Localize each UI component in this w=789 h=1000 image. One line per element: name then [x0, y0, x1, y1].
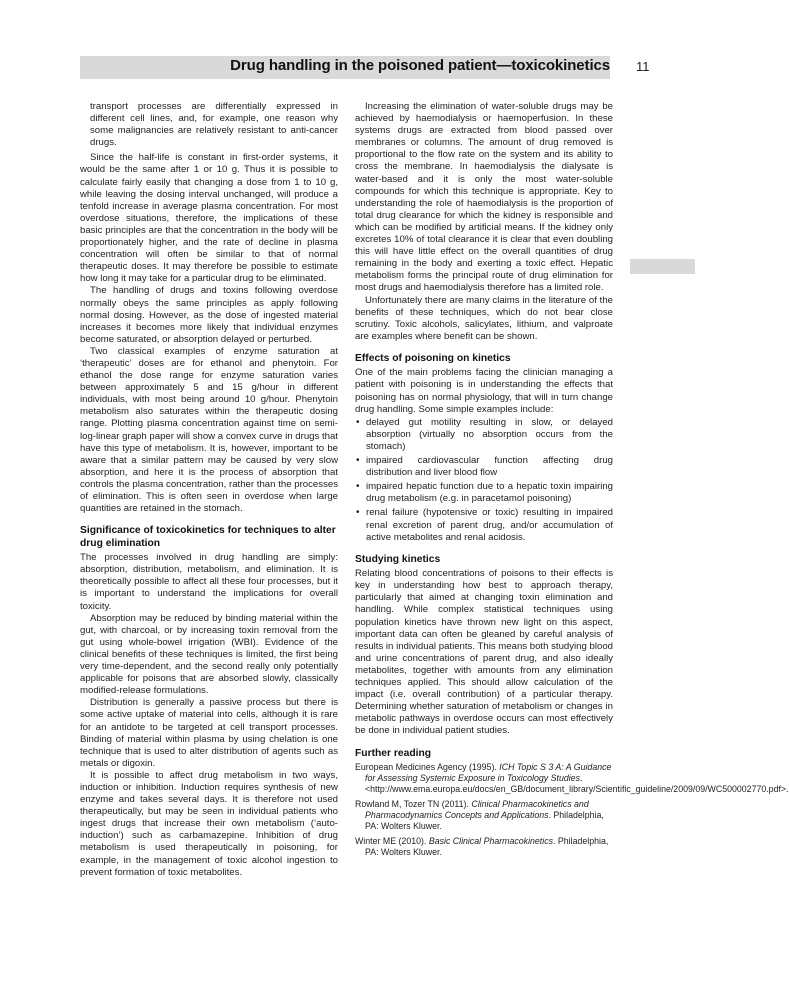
paragraph: transport processes are differentially expressed in different cell lines, and, for example, one reason why some malignancies are relatively resistant to anti-cancer drugs.	[90, 101, 338, 149]
reference-item: European Medicines Agency (1995). ICH Topic S 3 A: A Guidance for Assessing Systemic Exposure in Toxicology Studies. <http://www.ema.europa.eu/docs/en_GB/document_library/Scientific_guideline/2009/09/WC500002770.pdf>.	[355, 762, 789, 794]
list-item: • impaired cardiovascular function affecting drug distribution and liver blood flow	[356, 455, 613, 479]
right-column	[355, 101, 789, 862]
paragraph: Increasing the elimination of water-soluble drugs may be achieved by haemodialysis or haemoperfusion. In these systems drugs are extracted from blood passed over membranes or columns. The amount of drug removed is proportional to the flow rate on the system and its ability to cross the membrane. In haemodialysis the dialysate is water-based and it is only the most water-soluble compounds for which this technique is appropriate. Key to understanding the role of haemodialysis is the proportion of total drug clearance for which the kidney is responsible and which can be modified by artificial means. If the kidney only excretes 10% of total clearance it is clear that even doubling this will have little effect on the overall quantities of drug remaining in the body and exerting a toxic effect. Hepatic metabolism forms the principal route of drug elimination for most drugs and haemodialysis therefore has a limited role.	[355, 101, 613, 294]
bullet-icon: •	[356, 507, 360, 519]
bullet-icon: •	[356, 416, 360, 428]
paragraph: Two classical examples of enzyme saturation at ‘therapeutic’ doses are for ethanol and phenytoin. For ethanol the dose range for enzyme saturation varies between approximately 5 and 15 g/hour in different individuals, with most being around 10 g/hour. Phenytoin metabolism also saturates within the therapeutic dosing range. Plotting plasma concentration against time on semi-log-linear graph paper will show a convex curve in drugs that have this type of metabolism. It is, however, important to be aware that a similar pattern may be caused by very slow absorption, and here it is the process of absorption that controls the plasma concentration, rather than the processes of elimination. This is often seen in overdose when large quantities are retained in the stomach.	[80, 345, 338, 515]
paragraph: Unfortunately there are many claims in the literature of the benefits of these techniques, which do not bear close scrutiny. Toxic alcohols, salicylates, lithium, and valproate are examples where benefit can be shown.	[355, 294, 613, 342]
running-header-title: Drug handling in the poisoned patient—toxicokinetics	[230, 57, 610, 74]
paragraph: One of the main problems facing the clinician managing a patient with poisoning is in understanding the effects that poisoning has on normal physiology, that will in turn change drug handling. Some simple examples include:	[355, 367, 613, 415]
paragraph: The processes involved in drug handling are simply: absorption, distribution, metabolism, and elimination. It is theoretically possible to affect all these four processes, but it is important to understand the implications for overall toxicity.	[80, 552, 338, 612]
bullet-list	[355, 417, 613, 544]
list-item: • impaired hepatic function due to a hepatic toxin impairing drug metabolism (e.g. in paracetamol poisoning)	[356, 481, 613, 505]
paragraph: Absorption may be reduced by binding material within the gut, with charcoal, or by increasing toxin removal from the gut using whole-bowel irrigation (WBI). Evidence of the clinical benefits of these techniques is limited, the first being very time-dependent, and the second really only potentially applicable for poisons that are absorbed slowly, classically modified-release formulations.	[80, 612, 338, 697]
reference-list	[355, 762, 789, 858]
left-column	[80, 101, 338, 879]
section-heading: Effects of poisoning on kinetics	[355, 352, 511, 364]
reference-item: Winter ME (2010). Basic Clinical Pharmacokinetics. Philadelphia, PA: Wolters Kluwer.	[355, 836, 609, 857]
bullet-icon: •	[356, 481, 360, 493]
paragraph: It is possible to affect drug metabolism in two ways, induction or inhibition. Induction requires synthesis of new enzyme and takes several days. It is therefore not used therapeutically, but may be seen in individual patients who ingest drugs that increase their own metabolism (‘auto-induction’) such as carbamazepine. Inhibition of drug metabolism is used therapeutically in poisoning, for example, in the management of toxic alcohol ingestion to prevent formation of toxic metabolites.	[80, 769, 338, 878]
paragraph: Since the half-life is constant in first-order systems, it would be the same after 1 or 10 g. Thus it is possible to calculate fairly easily that changing a dose from 1 to 10 g, while leaving the dosing interval unchanged, will produce a tenfold increase in average plasma concentration. For most overdose situations, therefore, the implications of these basic principles are that the concentration in the body will be proportionately higher, and the rate of decline in plasma concentration will often be similar to that of normal therapeutic doses. It may therefore be possible to estimate how long it may take for a particular drug to be eliminated.	[80, 152, 338, 285]
reference-item: Rowland M, Tozer TN (2011). Clinical Pharmacokinetics and Pharmacodynamics Concepts and Applications. Philadelphia, PA: Wolters Kluwer.	[355, 799, 604, 831]
list-item: • delayed gut motility resulting in slow, or delayed absorption (virtually no absorption occurs from the stomach)	[356, 416, 613, 452]
page-number: 11	[636, 59, 650, 74]
paragraph: The handling of drugs and toxins following overdose normally obeys the same principles as apply following normal dosing. However, as the dose of ingested material increases it becomes more likely that individual enzymes become saturated, or absorption delayed or perturbed.	[80, 285, 338, 345]
bullet-icon: •	[356, 455, 360, 467]
chapter-thumb-tab	[630, 259, 695, 274]
section-heading: Studying kinetics	[355, 553, 441, 565]
paragraph: Relating blood concentrations of poisons to their effects is key in understanding how best to approach therapy, particularly that aimed at changing toxin elimination and handling. While complex statistical techniques using population kinetics have thrown new light on this aspect, important data can often be gleaned by careful analysis of results in individual patients. This means both studying blood and urine concentrations of parent drug, and also ideally metabolites, together with amounts from any elimination techniques applied. This should allow calculation of the impact (i.e. overall contribution) of a particular therapy. Determining whether saturation of metabolism or changes in metabolic pathways in overdose occurs can most effectively be done in individual patient studies.	[355, 568, 613, 737]
list-item: • renal failure (hypotensive or toxic) resulting in impaired renal excretion of parent drug, and/or accumulation of active metabolites and renal acidosis.	[356, 507, 613, 543]
paragraph: Distribution is generally a passive process but there is some active uptake of material into cells, although it is rare for an antidote to be targeted at cell transport processes. Binding of material within plasma by using chelation is one technique that is used to alter distribution of agents such as metals or digoxin.	[80, 697, 338, 769]
section-heading: Significance of toxicokinetics for techniques to alter drug elimination	[80, 525, 336, 549]
section-heading: Further reading	[355, 747, 432, 759]
